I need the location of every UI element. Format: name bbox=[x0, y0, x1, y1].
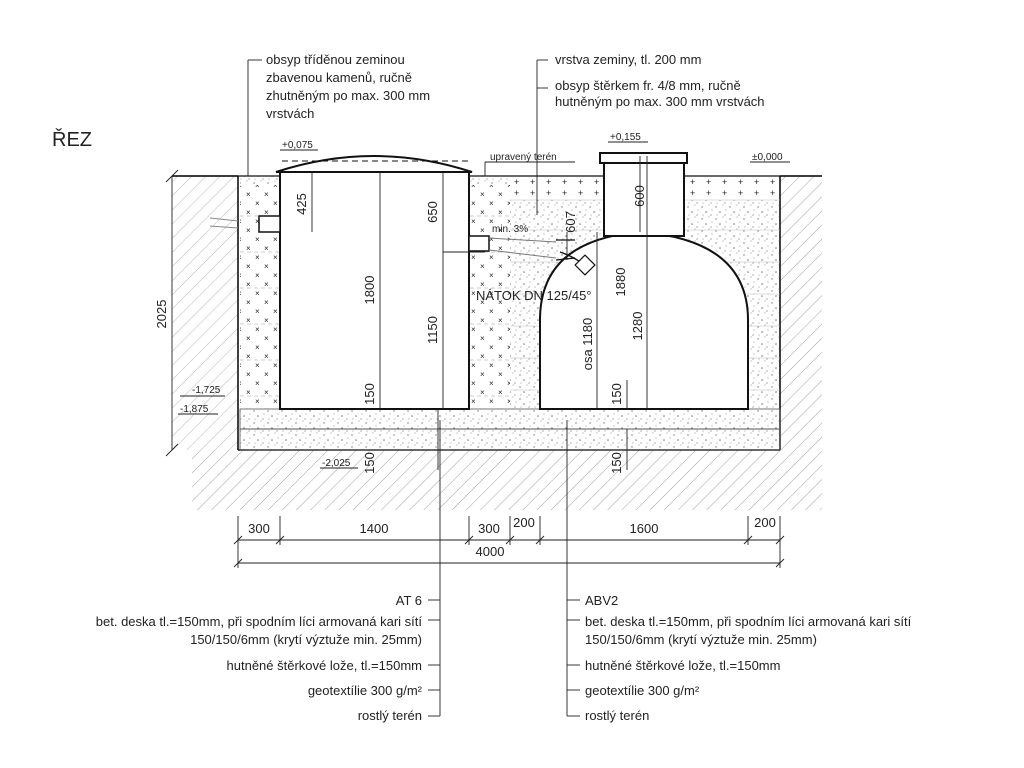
dim-1880: 1880 bbox=[613, 267, 628, 297]
level-1875: -1,875 bbox=[180, 404, 209, 415]
level-lid-right: +0,155 bbox=[610, 132, 641, 143]
legend-at6-slab-2: 150/150/6mm (krytí výztuže min. 25mm) bbox=[190, 632, 422, 647]
legend-abv2-geotextile: geotextílie 300 g/m² bbox=[585, 683, 700, 698]
dim-1600: 1600 bbox=[629, 521, 659, 536]
legend-at6-name: AT 6 bbox=[395, 593, 422, 608]
note-backfill-4: vrstvách bbox=[266, 106, 315, 121]
legend-abv2-slab-1: bet. deska tl.=150mm, při spodním líci armovaná kari sítí bbox=[585, 614, 912, 629]
dim-200-b: 200 bbox=[754, 515, 776, 530]
dim-150-a: 150 bbox=[362, 383, 377, 405]
level-lid-left: +0,075 bbox=[282, 140, 313, 151]
dim-150-d: 150 bbox=[609, 452, 624, 474]
base-layers bbox=[240, 409, 780, 450]
legend-abv2-name: ABV2 bbox=[585, 593, 619, 608]
top-annotations bbox=[266, 52, 765, 121]
legend-at6-geotextile: geotextílie 300 g/m² bbox=[307, 683, 422, 698]
level-1725: -1,725 bbox=[192, 385, 221, 396]
legend-abv2-slab-2: 150/150/6mm (krytí výztuže min. 25mm) bbox=[585, 632, 817, 647]
legend-abv2-terrain: rostlý terén bbox=[585, 708, 650, 723]
pipe-slope: min. 3% bbox=[492, 224, 529, 235]
dim-1800: 1800 bbox=[362, 275, 377, 305]
dim-4000: 4000 bbox=[475, 544, 505, 559]
legend-at6-gravel: hutněné štěrkové lože, tl.=150mm bbox=[226, 658, 422, 673]
dim-200-a: 200 bbox=[513, 515, 535, 530]
note-backfill-1: obsyp tříděnou zeminou bbox=[266, 52, 405, 67]
dim-150-c: 150 bbox=[609, 383, 624, 405]
dim-150-b: 150 bbox=[362, 452, 377, 474]
level-ground: ±0,000 bbox=[752, 152, 783, 163]
note-gravel-2: hutněným po max. 300 mm vrstvách bbox=[555, 94, 765, 109]
dim-600: 600 bbox=[632, 185, 647, 207]
dim-1150: 1150 bbox=[425, 316, 440, 344]
note-backfill-3: zhutněným po max. 300 mm bbox=[266, 88, 431, 103]
dim-300-b: 300 bbox=[478, 521, 500, 536]
level-2025: -2,025 bbox=[322, 458, 351, 469]
legend-at6-terrain: rostlý terén bbox=[357, 708, 422, 723]
legend-at6 bbox=[96, 593, 423, 723]
pipe-inlet-label: NÁTOK DN 125/45° bbox=[476, 288, 592, 303]
dim-2025: 2025 bbox=[154, 299, 169, 329]
dim-osa-1180: osa 1180 bbox=[580, 317, 595, 371]
dim-650: 650 bbox=[425, 201, 440, 223]
level-terrain: upravený terén bbox=[490, 152, 557, 163]
dim-1400: 1400 bbox=[359, 521, 389, 536]
note-soil-layer: vrstva zeminy, tl. 200 mm bbox=[555, 52, 702, 67]
dim-1280: 1280 bbox=[630, 311, 645, 341]
horizontal-dimensions bbox=[248, 515, 776, 559]
legend-abv2 bbox=[585, 593, 912, 723]
legend-at6-slab-1: bet. deska tl.=150mm, při spodním líci armovaná kari sítí bbox=[95, 614, 422, 629]
note-backfill-2: zbavenou kamenů, ručně bbox=[266, 70, 412, 85]
dim-607: 607 bbox=[563, 211, 578, 233]
legend-abv2-gravel: hutněné štěrkové lože, tl.=150mm bbox=[585, 658, 781, 673]
dim-425: 425 bbox=[294, 193, 309, 215]
drawing-title: ŘEZ bbox=[52, 129, 92, 151]
note-gravel-1: obsyp štěrkem fr. 4/8 mm, ručně bbox=[555, 78, 741, 93]
dim-300-a: 300 bbox=[248, 521, 270, 536]
